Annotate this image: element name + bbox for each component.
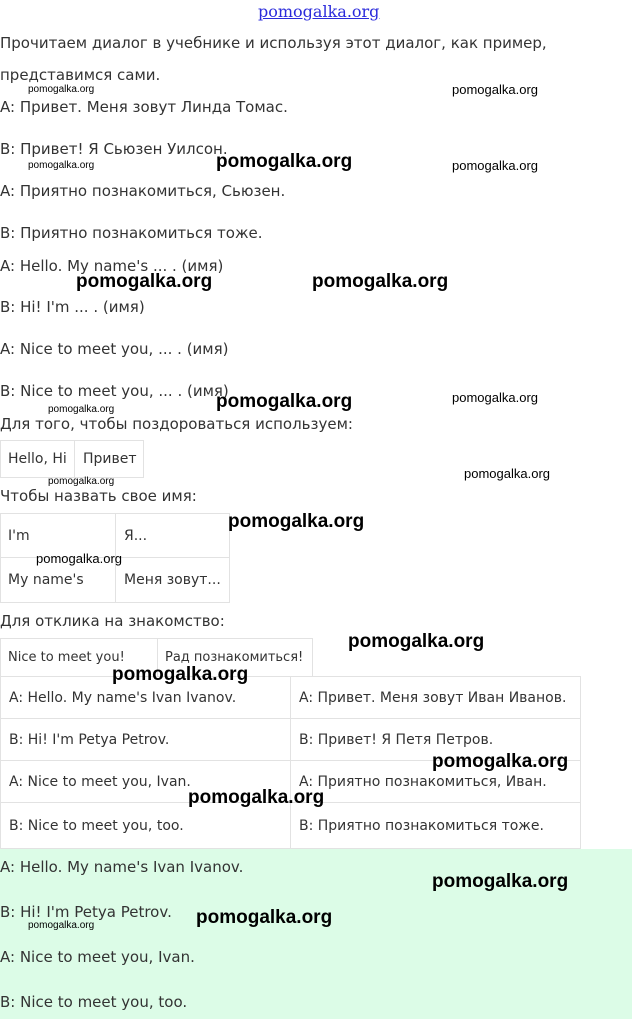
watermark: pomogalka.org (76, 271, 213, 292)
watermark: pomogalka.org (228, 511, 365, 532)
watermark: pomogalka.org (216, 151, 353, 172)
watermark: pomogalka.org (48, 404, 115, 415)
watermark: pomogalka.org (312, 271, 449, 292)
template-line: A: Hello. My name's ... . (имя) (0, 257, 224, 275)
reply-en-cell: Nice to meet you! (1, 639, 158, 677)
watermark: pomogalka.org (28, 84, 95, 95)
watermark: pomogalka.org (28, 160, 95, 171)
watermark: pomogalka.org (36, 551, 122, 566)
site-title[interactable]: pomogalka.org (258, 2, 380, 21)
watermark: pomogalka.org (464, 466, 550, 481)
answer-line: A: Hello. My name's Ivan Ivanov. (0, 858, 244, 876)
dialog-ru-line: B: Привет! Я Сьюзен Уилсон. (0, 140, 228, 158)
template-line: B: Hi! I'm ... . (имя) (0, 298, 145, 316)
example-ru-cell: A: Приятно познакомиться, Иван. (291, 761, 581, 803)
watermark: pomogalka.org (452, 390, 538, 405)
answer-line: B: Hi! I'm Petya Petrov. (0, 903, 172, 921)
watermark: pomogalka.org (452, 158, 538, 173)
example-en-cell: A: Hello. My name's Ivan Ivanov. (1, 677, 291, 719)
example-ru-cell: B: Приятно познакомиться тоже. (291, 803, 581, 849)
name-ru-cell: Меня зовут... (116, 558, 230, 603)
answer-line: A: Nice to meet you, Ivan. (0, 948, 195, 966)
greeting-table (0, 440, 144, 478)
name-en-cell: My name's (1, 558, 116, 603)
example-ru-cell: A: Привет. Меня зовут Иван Иванов. (291, 677, 581, 719)
template-line: B: Nice to meet you, ... . (имя) (0, 382, 229, 400)
watermark: pomogalka.org (348, 631, 485, 652)
name-en-cell: I'm (1, 514, 116, 558)
greeting-ru-cell: Привет (75, 441, 144, 478)
dialog-ru-line: A: Привет. Меня зовут Линда Томас. (0, 98, 288, 116)
reply-ru-cell: Рад познакомиться! (158, 639, 313, 677)
example-en-cell: B: Hi! I'm Petya Petrov. (1, 719, 291, 761)
watermark: pomogalka.org (216, 391, 353, 412)
example-en-cell: B: Nice to meet you, too. (1, 803, 291, 849)
template-line: A: Nice to meet you, ... . (имя) (0, 340, 229, 358)
greeting-en-cell: Hello, Hi (1, 441, 75, 478)
dialog-ru-line: B: Приятно познакомиться тоже. (0, 224, 263, 242)
name-heading: Чтобы назвать свое имя: (0, 487, 197, 505)
watermark: pomogalka.org (112, 664, 249, 685)
watermark: pomogalka.org (452, 82, 538, 97)
reply-heading: Для отклика на знакомство: (0, 612, 225, 630)
watermark: pomogalka.org (196, 907, 333, 928)
intro-line-1: Прочитаем диалог в учебнике и используя этот диалог, как пример, (0, 34, 547, 52)
watermark: pomogalka.org (48, 476, 115, 487)
watermark: pomogalka.org (188, 787, 325, 808)
greeting-heading: Для того, чтобы поздороваться используем: (0, 415, 353, 433)
watermark: pomogalka.org (432, 871, 569, 892)
dialog-ru-line: A: Приятно познакомиться, Сьюзен. (0, 182, 286, 200)
watermark: pomogalka.org (432, 751, 569, 772)
answer-line: B: Nice to meet you, too. (0, 993, 188, 1011)
intro-line-2: представимся сами. (0, 66, 161, 84)
example-en-cell: A: Nice to meet you, Ivan. (1, 761, 291, 803)
example-ru-cell: B: Привет! Я Петя Петров. (291, 719, 581, 761)
watermark: pomogalka.org (28, 920, 95, 931)
name-ru-cell: Я... (116, 514, 230, 558)
